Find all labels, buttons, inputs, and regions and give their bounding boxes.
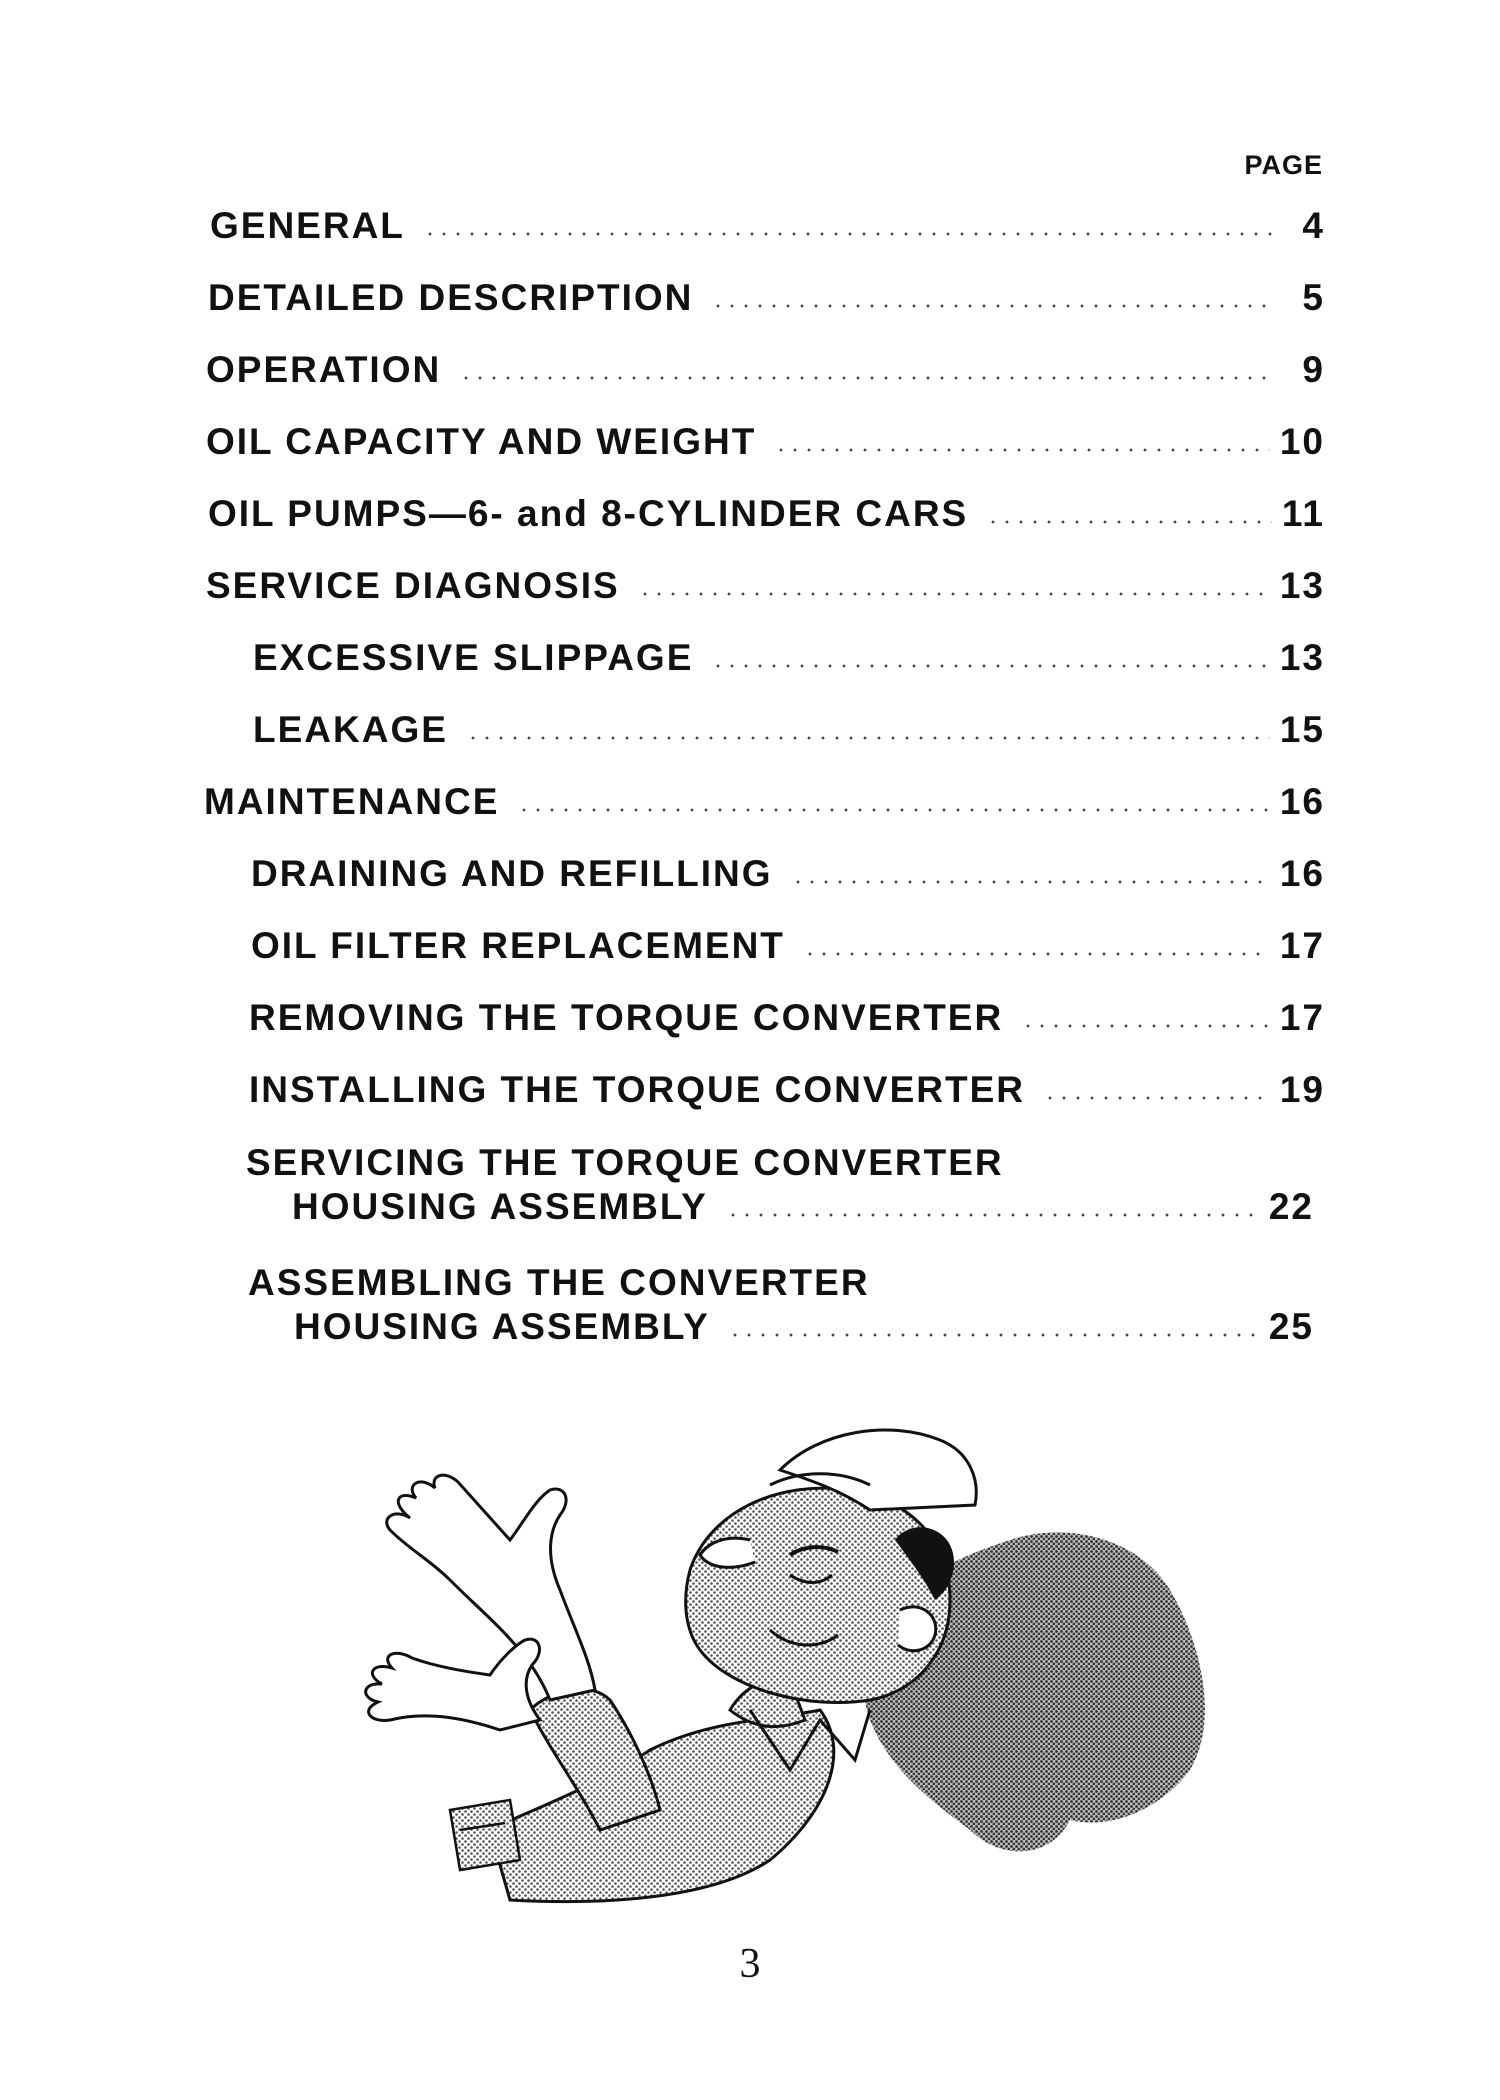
toc-entry-page: 15 (1279, 709, 1325, 750)
dot-leader (423, 231, 1275, 237)
toc-entry-page: 11 (1281, 493, 1325, 534)
toc-entry-title-line1: SERVICING THE TORQUE CONVERTER (246, 1142, 1004, 1183)
dot-leader (774, 447, 1270, 453)
toc-entry-page: 4 (1302, 205, 1325, 246)
toc-entry-title: OIL FILTER REPLACEMENT (251, 925, 785, 966)
toc-entry-page: 13 (1279, 565, 1325, 606)
toc-entry-title: GENERAL (210, 205, 405, 246)
toc-entry-oil-filter[interactable] (251, 925, 1325, 967)
toc-entry-draining-refilling[interactable] (251, 853, 1325, 895)
dot-leader (711, 663, 1269, 669)
page-number: 3 (739, 1941, 761, 1987)
toc-entry-title: OIL PUMPS—6- and 8-CYLINDER CARS (208, 493, 969, 534)
toc-entry-excessive-slippage[interactable] (253, 637, 1325, 679)
lower-hand (366, 1639, 540, 1730)
toc-entry-page: 22 (1268, 1186, 1314, 1227)
toc-entry-page: 25 (1268, 1306, 1314, 1347)
toc-entry-title: LEAKAGE (253, 709, 448, 750)
shirt-pocket (450, 1800, 520, 1870)
dot-leader (466, 735, 1270, 741)
toc-entry-oil-capacity[interactable] (206, 421, 1325, 463)
toc-entry-title-line1: ASSEMBLING THE CONVERTER (248, 1262, 870, 1303)
toc-entry-removing-converter[interactable] (249, 997, 1325, 1039)
dot-leader (638, 591, 1270, 597)
dot-leader (986, 519, 1272, 525)
toc-entry-page: 19 (1279, 1069, 1325, 1110)
toc-entry-page: 17 (1279, 925, 1325, 966)
toc-entry-title: MAINTENANCE (204, 781, 500, 822)
toc-entry-title-line2: HOUSING ASSEMBLY (294, 1306, 710, 1347)
toc-entry-title: DRAINING AND REFILLING (251, 853, 773, 894)
toc-entry-page: 10 (1279, 421, 1325, 462)
toc-entry-page: 13 (1279, 637, 1325, 678)
head (686, 1488, 950, 1702)
toc-entry-title: SERVICE DIAGNOSIS (206, 565, 620, 606)
toc-entry-title: EXCESSIVE SLIPPAGE (253, 637, 694, 678)
toc-entry-title: REMOVING THE TORQUE CONVERTER (249, 997, 1004, 1038)
toc-entry-page: 16 (1279, 781, 1325, 822)
toc-entry-assembling-housing[interactable] (248, 1262, 1314, 1348)
dot-leader (711, 303, 1275, 309)
toc-entry-page: 17 (1279, 997, 1325, 1038)
toc-entry-title-line2: HOUSING ASSEMBLY (292, 1186, 708, 1227)
dot-leader (726, 1212, 1259, 1218)
dot-leader (791, 879, 1270, 885)
mechanic-illustration (350, 1390, 1300, 1910)
torso (490, 1710, 834, 1902)
dot-leader (803, 951, 1270, 957)
toc-entry-service-diagnosis[interactable] (206, 565, 1325, 607)
ear (898, 1607, 936, 1651)
page-column-heading: PAGE (1244, 150, 1323, 180)
toc-entry-maintenance[interactable] (204, 781, 1325, 823)
toc-entry-servicing-housing[interactable] (246, 1142, 1314, 1228)
dot-leader (728, 1332, 1259, 1338)
toc-entry-page: 16 (1279, 853, 1325, 894)
dot-leader (517, 807, 1269, 813)
dot-leader (1021, 1023, 1270, 1029)
toc-entry-installing-converter[interactable] (249, 1069, 1325, 1111)
dot-leader (459, 375, 1275, 381)
toc-entry-page: 9 (1302, 349, 1325, 390)
toc-entry-title: INSTALLING THE TORQUE CONVERTER (249, 1069, 1025, 1110)
toc-entry-leakage[interactable] (253, 709, 1325, 751)
toc-entry-detailed-description[interactable] (208, 277, 1325, 319)
toc-entry-general[interactable] (210, 205, 1325, 247)
toc-entry-title: OIL CAPACITY AND WEIGHT (206, 421, 757, 462)
toc-entry-title: OPERATION (206, 349, 442, 390)
toc-entry-oil-pumps[interactable] (208, 493, 1325, 535)
toc-entry-operation[interactable] (206, 349, 1325, 391)
toc-entry-title: DETAILED DESCRIPTION (208, 277, 694, 318)
dot-leader (1043, 1095, 1270, 1101)
toc-entry-page: 5 (1302, 277, 1325, 318)
